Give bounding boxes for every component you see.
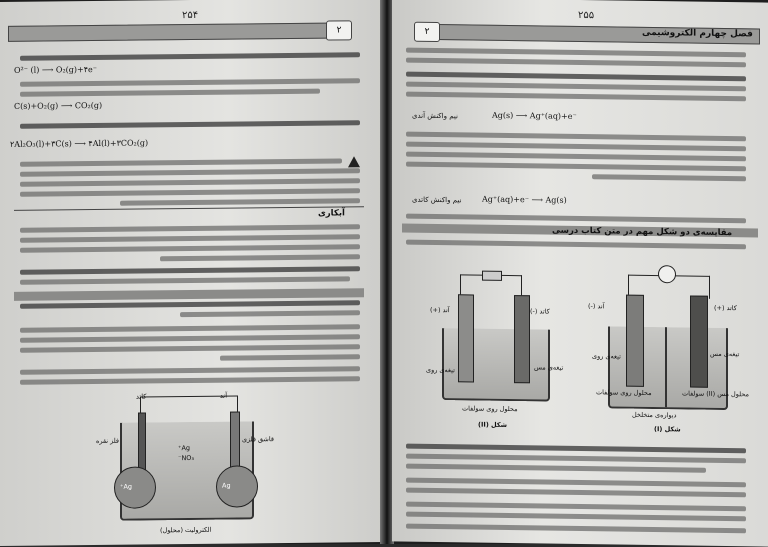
ion-circle-label: Ag⁺ — [120, 482, 133, 491]
warning-icon — [348, 156, 360, 167]
fig1-cu-solution: محلول مس (II) سولفات — [682, 389, 749, 399]
text-line — [406, 162, 746, 172]
text-line — [406, 240, 746, 250]
text-line — [20, 324, 360, 333]
silver-electrode — [138, 412, 146, 474]
header-tab: ۲ — [326, 20, 352, 40]
text-line — [406, 512, 746, 522]
fig1-caption: شکل (I) — [654, 425, 681, 434]
ion-label-no3: NO₃⁻ — [178, 453, 195, 463]
ion-label-ag: Ag⁺ — [178, 444, 191, 453]
text-line — [180, 310, 360, 317]
header-bar — [8, 22, 340, 41]
silver-label: فلز نقره — [96, 436, 120, 445]
copper-strip — [690, 296, 708, 388]
fig2-copper: تیغه‌ی مس — [534, 363, 564, 372]
lamp-icon — [658, 265, 676, 283]
text-line — [406, 478, 746, 488]
electroplating-diagram — [96, 391, 280, 545]
equation-2: C(s)+O₂(g) ⟶ CO₂(g) — [14, 100, 103, 111]
porous-wall — [665, 327, 667, 407]
fig1-anode: آند (-) — [588, 302, 605, 311]
fig2-cathode: کاتد (-) — [530, 307, 550, 316]
text-line — [406, 444, 746, 454]
text-line — [20, 178, 360, 187]
text-line — [20, 276, 350, 284]
fig1-zn-solution: محلول روی سولفات — [596, 388, 652, 397]
text-line — [406, 48, 746, 58]
electrolyte-caption: الکترولیت (محلول) — [160, 525, 212, 535]
text-line — [20, 344, 360, 353]
highlight-band — [14, 288, 364, 301]
text-line — [20, 376, 360, 385]
fig2-caption: شکل (II) — [478, 420, 508, 429]
section-title: آبکاری — [318, 208, 345, 219]
text-line — [406, 92, 746, 102]
text-line — [20, 224, 360, 233]
text-line — [406, 152, 746, 162]
equation-anode: Ag(s) ⟶ Ag⁺(aq)+e⁻ — [492, 110, 577, 121]
text-line — [20, 89, 320, 97]
page-number: ۲۵۵ — [578, 9, 595, 22]
text-line — [406, 72, 746, 82]
text-line — [160, 254, 360, 261]
fig2-solution: محلول روی سولفات — [462, 404, 518, 414]
ion-circle-label: Ag — [222, 481, 231, 490]
text-line — [120, 198, 360, 206]
cathode-half-label: نیم واکنش کاتدی — [412, 195, 462, 205]
text-line — [406, 454, 746, 464]
fig1-cathode: کاتد (+) — [714, 303, 737, 313]
text-line — [20, 266, 360, 275]
text-line — [406, 58, 746, 68]
anode-half-label: نیم واکنش آندی — [412, 111, 458, 121]
text-line — [406, 132, 746, 142]
page-number: ۲۵۴ — [182, 9, 199, 22]
text-line — [20, 366, 360, 375]
text-line — [20, 244, 360, 253]
fig2-anode: آند (+) — [430, 305, 450, 315]
equation-1: O²⁻ (l) ⟶ O₂(g)+۴e⁻ — [14, 64, 97, 75]
text-line — [20, 188, 360, 197]
fig1-porous-label: دیواره‌ی متخلخل — [632, 410, 677, 420]
zinc-strip — [626, 295, 644, 387]
section-title: مقایسه‌ی دو شکل مهم در متن کتاب درسی — [552, 225, 733, 239]
fig1-zinc: تیغه‌ی روی — [592, 352, 621, 361]
text-line — [406, 488, 746, 498]
text-line — [20, 158, 342, 166]
zinc-strip — [458, 294, 474, 382]
text-line — [20, 300, 360, 309]
equation-cathode: Ag⁺(aq)+e⁻ ⟶ Ag(s) — [482, 194, 567, 205]
text-line — [406, 464, 706, 473]
equation-3: ۲Al₂O₃(l)+۳C(s) ⟶ ۴Al(l)+۳CO₂(g) — [10, 138, 149, 149]
fig2-zinc: تیغه‌ی روی — [426, 365, 455, 375]
text-line — [406, 142, 746, 152]
copper-strip — [514, 295, 530, 383]
text-line — [20, 120, 360, 129]
figure-galvanic-cell — [588, 254, 748, 440]
text-line — [20, 168, 360, 177]
text-line — [406, 524, 746, 534]
text-line — [220, 354, 360, 360]
battery-icon — [482, 271, 502, 281]
figure-electrolytic-cell — [426, 256, 566, 438]
divider — [14, 206, 364, 211]
header-title: فصل چهارم الکتروشیمی — [642, 27, 753, 40]
left-page — [0, 0, 382, 546]
cathode-label: کاتد — [136, 392, 147, 401]
spoon-label: قاشق فلزی — [242, 435, 274, 444]
anode-label: آند — [220, 391, 228, 400]
header-tab: ۲ — [414, 22, 440, 42]
fig1-copper: تیغه‌ی مس — [710, 349, 740, 359]
text-line — [20, 334, 360, 343]
right-page — [392, 0, 768, 547]
text-line — [406, 214, 746, 224]
text-line — [406, 502, 746, 512]
text-line — [406, 82, 746, 92]
text-line — [592, 174, 746, 181]
text-line — [20, 52, 360, 61]
text-line — [20, 78, 360, 87]
text-line — [20, 234, 360, 243]
